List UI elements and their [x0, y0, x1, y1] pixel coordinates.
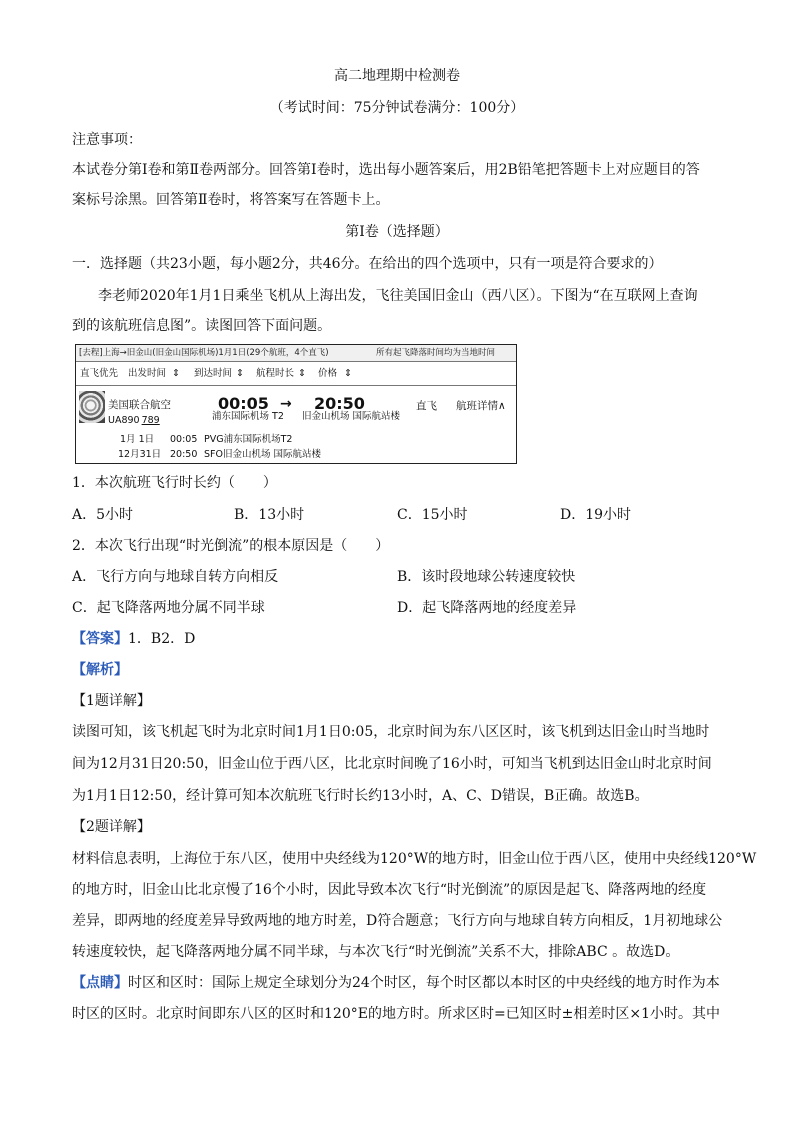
sort-price[interactable]: 价格 [318, 368, 338, 379]
detail-1-line-2: 间为12月31日20:50，旧金山位于西八区，比北京时间晚了16小时，可知当飞机到达旧金山时北京时间 [72, 756, 712, 772]
departure-airport-detail: PVG浦东国际机场T2 [204, 434, 293, 445]
question-2-option-c: C．起飞降落两地分属不同半球 [72, 600, 265, 616]
arrival-time-detail: 20:50 [170, 449, 198, 460]
question-2-stem: 2．本次飞行出现“时光倒流”的根本原因是（ ） [72, 538, 390, 554]
question-1-option-b: B．13小时 [234, 507, 305, 523]
flight-time-note: 所有起飞降落时间均为当地时间 [376, 348, 496, 358]
detail-1-line-1: 读图可知，该飞机起飞时为北京时间1月1日0:05，北京时间为东八区区时，该飞机到达旧金山时当地时 [72, 724, 710, 740]
arrival-airport-detail: SFO旧金山机场 国际航站楼 [204, 449, 321, 460]
sort-icon: ⇕ [236, 368, 244, 379]
arrow-right-icon: → [280, 396, 292, 412]
flight-number: UA890 789 [108, 415, 160, 426]
question-stem-line-1: 李老师2020年1月1日乘坐飞机从上海出发，飞往美国旧金山（西八区）。下图为“在互联网上查询 [98, 288, 698, 304]
flight-route: [去程]上海→旧金山(旧金山国际机场)1月1日(29个航班，4个直飞) [79, 348, 329, 358]
question-2-option-b: B．该时段地球公转速度较快 [397, 569, 576, 585]
departure-airport: 浦东国际机场 T2 [212, 411, 284, 422]
sort-departure-time[interactable]: 出发时间 [128, 368, 167, 379]
exam-info: （考试时间：75分钟试卷满分：100分） [269, 100, 525, 116]
flight-header-bar [76, 345, 516, 362]
sort-arrival-time[interactable]: 到达时间 [194, 368, 233, 379]
question-2-option-a: A．飞行方向与地球自转方向相反 [72, 569, 279, 585]
sort-direct-first[interactable]: 直飞优先 [80, 368, 119, 379]
detail-2-line-1: 材料信息表明，上海位于东八区，使用中央经线为120°W的地方时，旧金山位于西八区，使用中央经线120°W [72, 851, 757, 867]
analysis-label: 【解析】 [72, 662, 128, 678]
question-1-option-d: D．19小时 [560, 507, 632, 523]
answer-text: 1．B2．D [128, 631, 196, 647]
airline-name: 美国联合航空 [108, 399, 171, 411]
sort-icon: ⇕ [344, 368, 352, 379]
sort-icon: ⇕ [172, 368, 180, 379]
tip-label: 【点睛】 [72, 975, 128, 991]
section-title: 第Ⅰ卷（选择题） [345, 224, 449, 240]
departure-date: 1月 1日 [120, 434, 155, 445]
page-title: 高二地理期中检测卷 [334, 68, 460, 84]
arrival-time: 20:50 [314, 394, 365, 413]
detail-2-line-3: 差异，即两地的经度差异导致两地的地方时差，D符合题意；飞行方向与地球自转方向相反，1月初地球公 [72, 913, 723, 929]
flight-details-link[interactable]: 航班详情∧ [456, 400, 506, 412]
notes-heading: 注意事项： [72, 132, 142, 148]
detail-1-line-3: 为1月1日12:50，经计算可知本次航班飞行时长约13小时，A、C、D错误，B正确。故选B。 [72, 788, 649, 804]
direct-flight-label: 直飞 [416, 400, 437, 412]
detail-2-line-4: 转速度较快，起飞降落两地分属不同半球，与本次飞行“时光倒流”关系不大，排除ABC 。故选D。 [72, 944, 680, 960]
detail-2-label: 【2题详解】 [72, 819, 151, 835]
tip-line-1 [72, 973, 720, 993]
question-1-stem: 1．本次航班飞行时长约（ ） [72, 475, 277, 491]
question-1-option-a: A．5小时 [72, 507, 134, 523]
tip-text-1: 时区和区时：国际上规定全球划分为24个时区，每个时区都以本时区的中央经线的地方时作为本 [128, 975, 720, 991]
arrival-airport: 旧金山机场 国际航站楼 [302, 411, 401, 422]
notes-line-2: 案标号涂黑。回答第Ⅱ卷时，将答案写在答题卡上。 [72, 192, 390, 208]
detail-2-line-2: 的地方时，旧金山比北京慢了16个小时，因此导致本次飞行“时光倒流”的原因是起飞、降落两地的经度 [72, 882, 707, 898]
airline-logo [79, 391, 105, 423]
flight-info-figure [75, 344, 517, 464]
question-stem-line-2: 到的该航班信息图”。读图回答下面问题。 [72, 318, 332, 334]
departure-time: 00:05 [218, 394, 269, 413]
sort-icon: ⇕ [298, 368, 306, 379]
sort-duration[interactable]: 航程时长 [256, 368, 295, 379]
notes-line-1: 本试卷分第Ⅰ卷和第Ⅱ卷两部分。回答第Ⅰ卷时，选出每小题答案后，用2B铅笔把答题卡上对应题目的答 [72, 162, 700, 178]
detail-1-label: 【1题详解】 [72, 693, 151, 709]
section-instruction: 一．选择题（共23小题，每小题2分，共46分。在给出的四个选项中，只有一项是符合要求的） [72, 256, 663, 272]
question-2-option-d: D．起飞降落两地的经度差异 [397, 600, 577, 616]
answer-line [72, 629, 195, 649]
answer-label: 【答案】 [72, 631, 128, 647]
flight-sort-bar [76, 363, 516, 386]
tip-line-2: 时区的区时。北京时间即东八区的区时和120°E的地方时。所求区时=已知区时±相差时区×1小时。其中 [72, 1006, 721, 1022]
question-1-option-c: C．15小时 [397, 507, 468, 523]
arrival-date: 12月31日 [118, 449, 162, 460]
departure-time-detail: 00:05 [170, 434, 198, 445]
